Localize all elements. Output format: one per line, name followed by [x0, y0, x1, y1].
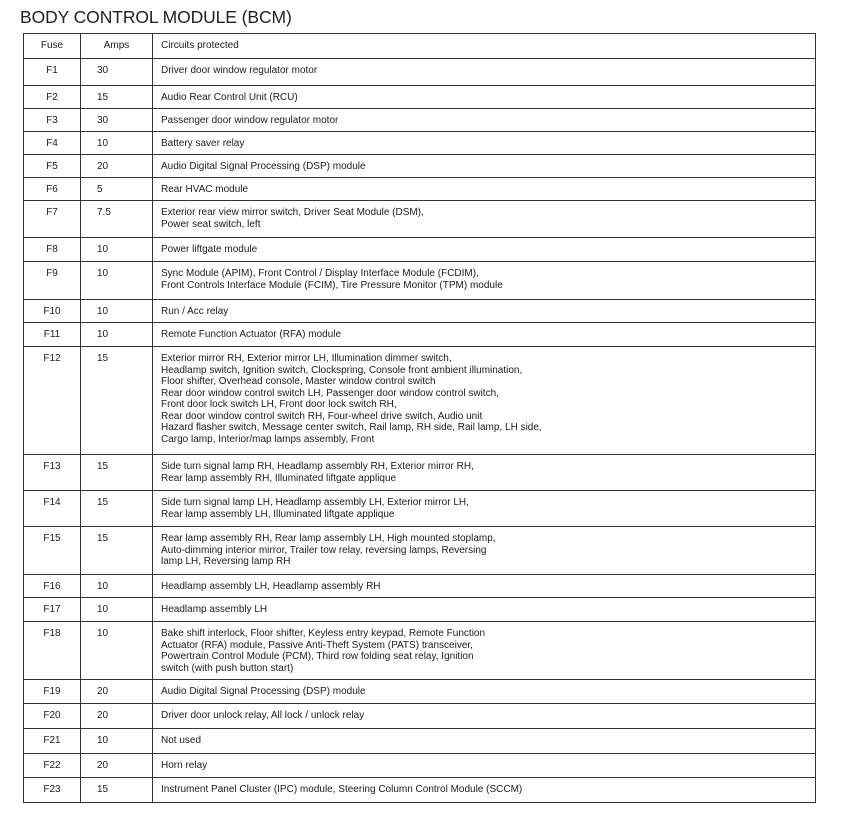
fuse-table: [23, 33, 816, 803]
fuse-id: F6: [46, 184, 58, 195]
circuits-cell: [153, 680, 816, 704]
circuits-cell: [153, 347, 816, 455]
circuit-line: Actuator (RFA) module, Passive Anti-Theft System (PATS) transceiver,: [161, 639, 473, 651]
circuits-text: [161, 300, 815, 318]
circuits-cell: [153, 262, 816, 300]
fuse-id: F15: [43, 533, 61, 544]
circuit-line: Rear lamp assembly RH, Rear lamp assembly LH, High mounted stoplamp,: [161, 533, 496, 544]
fuse-id: F23: [43, 784, 61, 795]
circuit-line: Rear HVAC module: [161, 184, 249, 195]
circuit-line: Front door lock switch LH, Front door lock switch RH,: [161, 399, 397, 410]
circuit-line: Bake shift interlock, Floor shifter, Keyless entry keypad, Remote Function: [161, 628, 486, 639]
fuse-id-cell: [24, 527, 81, 575]
fuse-id-cell: [24, 178, 81, 201]
circuits-text: [161, 598, 815, 616]
circuit-line: Driver door window regulator motor: [161, 65, 318, 76]
fuse-amps: 15: [97, 92, 109, 103]
table-row: [24, 704, 816, 729]
table-row: [24, 598, 816, 622]
circuits-text: [161, 201, 815, 230]
fuse-id-cell: [24, 455, 81, 491]
fuse-amps: 15: [97, 784, 109, 795]
fuse-amps: 10: [97, 306, 109, 317]
fuse-amps-cell: [81, 178, 153, 201]
fuse-amps: 10: [97, 244, 109, 255]
circuit-line: Exterior rear view mirror switch, Driver Seat Module (DSM),: [161, 207, 424, 218]
table-row: [24, 109, 816, 132]
circuit-line: Auto-dimming interior mirror, Trailer tow relay, reversing lamps, Reversing: [161, 544, 487, 556]
fuse-id-cell: [24, 59, 81, 86]
fuse-amps: 10: [97, 604, 109, 615]
table-row: [24, 729, 816, 754]
fuse-amps-cell: [81, 754, 153, 778]
circuits-text: [161, 455, 815, 484]
header-circuits: Circuits protected: [153, 34, 816, 59]
circuits-text: [161, 323, 815, 341]
circuit-line: Power seat switch, left: [161, 218, 261, 230]
fuse-id: F11: [43, 329, 61, 340]
fuse-amps-cell: [81, 704, 153, 729]
circuits-cell: [153, 598, 816, 622]
circuits-cell: [153, 201, 816, 238]
circuits-text: [161, 680, 815, 698]
fuse-amps-cell: [81, 155, 153, 178]
fuse-id: F21: [43, 735, 61, 746]
table-row: [24, 155, 816, 178]
table-row: [24, 575, 816, 598]
fuse-amps: 15: [97, 461, 109, 472]
circuits-text: [161, 86, 815, 104]
header-amps: Amps: [81, 34, 153, 59]
circuit-line: Driver door unlock relay, All lock / unlock relay: [161, 710, 365, 721]
fuse-amps-cell: [81, 59, 153, 86]
circuits-text: [161, 527, 815, 568]
fuse-amps-cell: [81, 86, 153, 109]
fuse-id: F5: [46, 161, 58, 172]
fuse-id: F9: [46, 268, 58, 279]
fuse-id: F12: [43, 353, 61, 364]
table-row: [24, 680, 816, 704]
fuse-id: F17: [43, 604, 61, 615]
fuse-id: F19: [43, 686, 61, 697]
page-title: BODY CONTROL MODULE (BCM): [20, 7, 292, 27]
circuit-line: Not used: [161, 735, 202, 746]
fuse-amps-cell: [81, 598, 153, 622]
circuits-text: [161, 132, 815, 150]
fuse-amps-cell: [81, 575, 153, 598]
fuse-id-cell: [24, 680, 81, 704]
fuse-id: F22: [43, 760, 61, 771]
circuits-cell: [153, 729, 816, 754]
circuits-text: [161, 622, 815, 674]
circuits-cell: [153, 754, 816, 778]
circuit-line: Front Controls Interface Module (FCIM), Tire Pressure Monitor (TPM) module: [161, 279, 503, 291]
circuit-line: Audio Digital Signal Processing (DSP) module: [161, 161, 366, 172]
fuse-id-cell: [24, 323, 81, 347]
fuse-id-cell: [24, 347, 81, 455]
fuse-id-cell: [24, 300, 81, 323]
fuse-id-cell: [24, 598, 81, 622]
circuit-line: Horn relay: [161, 760, 208, 771]
fuse-id-cell: [24, 491, 81, 527]
circuits-text: [161, 155, 815, 173]
fuse-amps: 10: [97, 268, 109, 279]
table-row: [24, 778, 816, 803]
circuit-line: Battery saver relay: [161, 138, 245, 149]
circuits-cell: [153, 622, 816, 680]
fuse-id-cell: [24, 109, 81, 132]
fuse-amps-cell: [81, 778, 153, 803]
circuits-text: [161, 238, 815, 256]
table-row: [24, 132, 816, 155]
circuit-line: Exterior mirror RH, Exterior mirror LH, Illumination dimmer switch,: [161, 353, 452, 364]
circuit-line: Rear lamp assembly LH, Illuminated liftgate applique: [161, 508, 395, 520]
table-row: [24, 86, 816, 109]
fuse-amps-cell: [81, 132, 153, 155]
fuse-amps-cell: [81, 300, 153, 323]
fuse-id-cell: [24, 86, 81, 109]
fuse-id: F2: [46, 92, 58, 103]
circuit-line: Rear lamp assembly RH, Illuminated liftgate applique: [161, 472, 397, 484]
fuse-id-cell: [24, 754, 81, 778]
fuse-id: F3: [46, 115, 58, 126]
table-row: [24, 178, 816, 201]
circuit-line: Power liftgate module: [161, 244, 258, 255]
circuit-line: Cargo lamp, Interior/map lamps assembly, Front: [161, 433, 375, 445]
fuse-amps-cell: [81, 323, 153, 347]
circuits-text: [161, 109, 815, 127]
circuit-line: Side turn signal lamp RH, Headlamp assembly RH, Exterior mirror RH,: [161, 461, 474, 472]
circuit-line: Instrument Panel Cluster (IPC) module, Steering Column Control Module (SCCM): [161, 784, 523, 795]
circuit-line: switch (with push button start): [161, 662, 294, 674]
fuse-id-cell: [24, 201, 81, 238]
circuits-text: [161, 59, 815, 77]
circuits-cell: [153, 300, 816, 323]
fuse-id: F4: [46, 138, 58, 149]
table-row: [24, 622, 816, 680]
circuit-line: Passenger door window regulator motor: [161, 115, 339, 126]
fuse-amps: 15: [97, 497, 109, 508]
fuse-amps: 15: [97, 353, 109, 364]
table-row: [24, 300, 816, 323]
fuse-amps: 7.5: [97, 207, 111, 218]
fuse-id-cell: [24, 778, 81, 803]
circuit-line: Hazard flasher switch, Message center switch, Rail lamp, RH side, Rail lamp, LH side,: [161, 422, 542, 433]
circuits-cell: [153, 238, 816, 262]
fuse-amps: 20: [97, 710, 109, 721]
fuse-table-body: [24, 59, 816, 803]
fuse-amps: 30: [97, 65, 109, 76]
circuits-cell: [153, 178, 816, 201]
table-row: [24, 491, 816, 527]
fuse-amps: 10: [97, 138, 109, 149]
header-fuse: Fuse: [24, 34, 81, 59]
table-row: [24, 59, 816, 86]
circuit-line: Sync Module (APIM), Front Control / Display Interface Module (FCDIM),: [161, 268, 479, 279]
circuits-text: [161, 704, 815, 722]
fuse-amps-cell: [81, 491, 153, 527]
circuit-line: Audio Digital Signal Processing (DSP) module: [161, 686, 366, 697]
fuse-id: F7: [46, 207, 58, 218]
fuse-amps-cell: [81, 455, 153, 491]
circuits-cell: [153, 575, 816, 598]
fuse-id-cell: [24, 704, 81, 729]
circuits-cell: [153, 155, 816, 178]
fuse-amps-cell: [81, 622, 153, 680]
circuits-text: [161, 778, 815, 796]
fuse-amps-cell: [81, 347, 153, 455]
fuse-id-cell: [24, 155, 81, 178]
fuse-id: F16: [43, 581, 61, 592]
table-row: [24, 201, 816, 238]
fuse-amps: 10: [97, 628, 109, 639]
table-row: [24, 455, 816, 491]
table-row: [24, 347, 816, 455]
fuse-amps-cell: [81, 729, 153, 754]
circuit-line: Remote Function Actuator (RFA) module: [161, 329, 342, 340]
fuse-amps-cell: [81, 238, 153, 262]
circuits-cell: [153, 491, 816, 527]
circuit-line: Side turn signal lamp LH, Headlamp assembly LH, Exterior mirror LH,: [161, 497, 469, 508]
circuit-line: Rear door window control switch RH, Four-wheel drive switch, Audio unit: [161, 410, 483, 422]
fuse-id-cell: [24, 238, 81, 262]
fuse-id-cell: [24, 622, 81, 680]
circuits-cell: [153, 132, 816, 155]
fuse-amps: 10: [97, 735, 109, 746]
circuits-text: [161, 347, 815, 445]
table-row: [24, 754, 816, 778]
fuse-amps: 30: [97, 115, 109, 126]
fuse-id: F13: [43, 461, 61, 472]
circuits-cell: [153, 323, 816, 347]
fuse-amps-cell: [81, 201, 153, 238]
circuits-text: [161, 754, 815, 772]
fuse-id-cell: [24, 262, 81, 300]
fuse-amps-cell: [81, 680, 153, 704]
table-row: [24, 238, 816, 262]
fuse-id: F18: [43, 628, 61, 639]
fuse-id-cell: [24, 729, 81, 754]
fuse-id: F10: [43, 306, 61, 317]
fuse-amps: 15: [97, 533, 109, 544]
fuse-id-cell: [24, 132, 81, 155]
circuit-line: Powertrain Control Module (PCM), Third row folding seat relay, Ignition: [161, 651, 474, 662]
circuit-line: lamp LH, Reversing lamp RH: [161, 556, 291, 567]
fuse-id: F1: [46, 65, 58, 76]
circuit-line: Rear door window control switch LH, Passenger door window control switch,: [161, 387, 499, 399]
circuits-text: [161, 178, 815, 196]
fuse-amps: 5: [97, 184, 103, 195]
fuse-amps-cell: [81, 262, 153, 300]
table-row: [24, 323, 816, 347]
circuits-text: [161, 575, 815, 593]
fuse-id: F14: [43, 497, 61, 508]
table-row: [24, 527, 816, 575]
circuit-line: Headlamp assembly LH, Headlamp assembly RH: [161, 581, 381, 592]
fuse-amps: 20: [97, 686, 109, 697]
circuits-cell: [153, 59, 816, 86]
table-header-row: [24, 34, 816, 59]
circuit-line: Headlamp assembly LH: [161, 604, 268, 615]
circuits-cell: [153, 778, 816, 803]
circuit-line: Headlamp switch, Ignition switch, Clockspring, Console front ambient illumination,: [161, 364, 523, 376]
circuits-cell: [153, 109, 816, 132]
fuse-amps-cell: [81, 527, 153, 575]
circuits-cell: [153, 455, 816, 491]
fuse-id-cell: [24, 575, 81, 598]
fuse-amps-cell: [81, 109, 153, 132]
circuits-cell: [153, 527, 816, 575]
circuits-text: [161, 729, 815, 747]
fuse-id: F20: [43, 710, 61, 721]
circuit-line: Audio Rear Control Unit (RCU): [161, 92, 298, 103]
circuits-text: [161, 491, 815, 520]
fuse-amps: 10: [97, 581, 109, 592]
circuits-text: [161, 262, 815, 291]
circuit-line: Run / Acc relay: [161, 306, 229, 317]
circuits-cell: [153, 86, 816, 109]
circuits-cell: [153, 704, 816, 729]
circuit-line: Floor shifter, Overhead console, Master window control switch: [161, 376, 436, 387]
fuse-id: F8: [46, 244, 58, 255]
fuse-amps: 20: [97, 760, 109, 771]
table-row: [24, 262, 816, 300]
fuse-amps: 10: [97, 329, 109, 340]
fuse-amps: 20: [97, 161, 109, 172]
